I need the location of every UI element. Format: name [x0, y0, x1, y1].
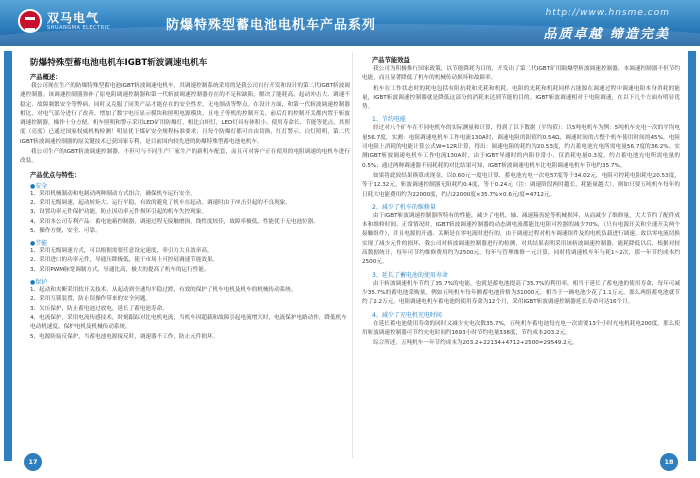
bullet-energy: ●节能: [30, 240, 48, 248]
website-url: http://www.hnsme.com: [545, 8, 670, 18]
right-page: [362, 52, 680, 458]
page-number-left: 17: [24, 453, 42, 471]
bullet-protection: ●保护: [30, 279, 48, 287]
right-edge-bar: [688, 51, 696, 461]
subsection-battery-life: 3、延长了蓄电池的使用寿命: [372, 271, 448, 279]
list-item: 4、采用本公司专利产品：蓄电池箱控制器，调速过程无接触磨损，线性度较佳，故障率极低，性能优于无电池位器。: [30, 218, 319, 225]
save-energy-paragraph-2: 如果将此较结果换算成现金，以0.60元一度电计算，蓄电池充电一次电57度等于34.02元，电阻可控耗电阻耗电20.53度，等于12.32元，斩波调速控制器无阻耗约0.4度，等于0.24元（注：调速阶段两时越长，耗能量越大），则如只要五吨机车每年的日耗大电能费用约为22000度，约占22000度×35.7%×0.6元/度=4712元。: [362, 172, 680, 198]
benefits-paragraph: 我公司为积极推行国家政策，以节能降耗为目的，开发出了第二代IGBT矿用隔爆型斩波调速控制器，本调速控制器不但节约电能，而且显著降低了机车的机械传动损坏和故障率。: [362, 66, 680, 82]
list-item: 5、电源防接反保护，当蓄电池电源接反时，调速器不工作，防止元件损坏。: [30, 333, 219, 340]
save-energy-paragraph: 经过对八个矿车在不同电机车的实际测量和计算，得到了以下数据（平均值）：以5吨电机车为例：5吨机车充电一次的平均电量56.7度，实测：电阻调速电机车工作电流130A时，调速电阻的阻值约0.54Ω，调速时间的占整个机车使用时间的45%，电阻司电阻上消耗的电能计算公式W=12R计算，得出：调速电阻的耗约为20.53度，约占蓄电池充电所需电量56.7度的36.2%。实测IGBT斩波调速电机车工作电流130A时，由于IGBT导通时的内阻非常小，仅消耗电量0.3度，约占蓄电池充电所需电量的0.5%；通过两种调速器不同耗耗的对比结果可知，IGBT斩波调速电机车比电阻调速电机车节电约35.7%。: [362, 125, 680, 169]
section-overview: 产品概述：: [30, 74, 62, 81]
list-item: 3、采用PWM脉宽调制方式，导通比高，极大的提高了机车的运行性能。: [30, 266, 210, 273]
subsection-maintenance: 2、减少了机车的维修量: [372, 203, 436, 211]
summary-paragraph: 综合所述，五吨机车一年节约成本为203.2+22134+4712+2500=29549.2元。: [373, 340, 578, 347]
maintenance-paragraph: 由于IGBT斩波调速控制器所特有的性能，减少了电机、轴、减速箱齿轮等机械损坏，从而减少了维修量，大大节约了配件成本和维修时间。正常情况时，IGBT斩波调速控制器的动态调电流都能比电阻可控器的减少70%，（只有电源开关和全速开关两个接触组件），并且电源的开通、关断是在零电流时进行的，由于调速过程对机车调速组件及的电机负载进行调速，故以零电流切换实现了减少元件的损坏，我公司对斩波调速控制器进行的检测，对其结果表明采用该斩波调速控制器，能耗降低以后，根据对较高数据统计，每年可节约维修费用约为2500元。每年与管理维修一元计算，同时将调速机车年与耗1~2次，那一年节约成本约2500元。: [362, 212, 680, 266]
charging-paragraph: 在延长蓄电池使用寿命的同时又减少充电次数35.7%，五吨机车蓄电池每充电一次需要13个小时充电机耗电200度，那么使用斩波调速控制器可节约充电时间约1693小时节约电量338度，节约成本203.2元。: [362, 320, 680, 336]
company-logo: [18, 9, 111, 33]
subsection-save-energy: 1、节约电能: [372, 116, 406, 124]
overview-paragraph: 我公司现在生产的防爆特殊型蓄电池IGBT斩波调速电机车，其调速控制系统采用的是我公司自行开发和设计的第二代IGBT斩波调速控制器。该调速控制器弥补了原电阻调速控制器和第一代斩波调速控制器存在的不足和缺陷，解决了能耗高、起动冲击大、调速不稳定、故障频繁安全等弊病，同时又克服了同类产品才能存在的安全性差、无电制动等弊点。在设计方面，和第一代斩波调速控制器相比，对电气部分进行了改善，增加了数字电压显示模块和照明电源模块，且电子等机的控制开关、前后灯的控制开关都内置于斩波调速控制器，操作十分方便。机车照明和警示采用LED矿用防爆灯，相比白炽灯，LED灯具有体积小、使用寿命长、节能等优点，其照度（亮度）已通过国家权威机构检测！明显优于煤矿安全规程标准要求；且每个防爆灯都可自由切换，红灯警示、白灯照明，第二代IGBT斩波调速控制器的原关键技术已获国家专利，是目前国内较先进的防爆特殊型蓄电池电机车。: [20, 83, 350, 145]
logo-text: [47, 12, 111, 31]
page-number-right: 18: [660, 453, 678, 471]
logo-cn: 双马电气: [47, 10, 100, 25]
logo-en: SHUANGMA ELECTRIC: [47, 24, 111, 31]
bullet-safety: ●安全: [30, 182, 48, 190]
battery-life-paragraph: 由于斩波调速机车节约了35.7%的电能，也就是蓄电池提高了35.7%的利用率，相当于延长了蓄电池的使用寿命，每年可减少35.7%的蓄电池采购量，例如五吨机车每年额蓄电池价格为31000元，相当于一辆电池少花了1.1万元，那么两组蓄电池就节约了2.2万元。电阻调速电机车蓄电池的使用寿命为12个月，采用IGBT斩波调速控制器延长寿命可达16个月。: [362, 280, 680, 306]
header-banner: [0, 0, 700, 46]
doc-title: 防爆特殊型蓄电池电机车IGBT斩波调速电机车: [30, 58, 208, 68]
left-edge-bar: [4, 51, 12, 461]
list-item: 1、采用无级调速方式，可以根据需要任意设定速度，牵引力大且效率高。: [30, 248, 213, 255]
left-page: [20, 52, 350, 458]
list-item: 1、采用机械制动和电制动两种制动方式组合，确保机车运行安全。: [30, 190, 196, 197]
section-features: 产品优点与特性：: [30, 171, 81, 179]
list-item: 1、起动和夹断采用软开关技术，从起动到全速均平稳过渡，有效的保护了机车电机及机车的机械传动系统。: [30, 287, 297, 294]
list-item: 2、采用互锁装置，防止误操作带来的安全问题。: [30, 296, 152, 303]
overview-paragraph-2: 我公司生产的IGBT斩波调速控制器，不但可与不同生产厂家生产的新机车配套，而且可对客户正在使用的电阻调速的电机车进行改装。: [20, 149, 350, 165]
list-item: 3、欠压保护，防止蓄电池过放电，延长了蓄电池寿命。: [30, 305, 168, 312]
benefits-paragraph-2: 机车在工作状态时的耗电包括有阻抗耗和光耗和机耗。电阻的光耗和机耗同样占能源在调速过程中调速电阻本身消耗的能量，IGBT斩波调速控制器就是降低这部分的消耗来达到节能的目的。IGBT斩波调速相对于电阻调速，在以下几个方面有明显优势。: [362, 85, 680, 111]
list-item: 2、采用进口的功率元件，导通压降极低，使于市场上可控硅调速节能效果。: [30, 257, 219, 264]
logo-icon: [18, 9, 42, 33]
section-benefits: 产品节能效益: [372, 57, 410, 64]
page-divider: [352, 52, 353, 458]
list-item: 2、采用无级调速，起动转矩大、运行平稳，有效的避免了机车在起动、调速时由于冲击引起的不良现象。: [30, 199, 291, 206]
list-item: 5、操作方便、安全、可靠。: [30, 227, 101, 234]
list-item: 3、设置功率元件保护功能，防止因功率元件损坏引起的机车失控现象。: [30, 209, 207, 216]
banner-title: 防爆特殊型蓄电池电机车产品系列: [166, 18, 377, 33]
slogan: 品质卓越 缔造完美: [543, 27, 670, 42]
list-item: 4、电流保护，采用电流传感技术，时刻跟踪对比电机电流，当机车因超载和故障引起电流增大时，电流保护电路动作，降低机车电动机速度，保护电机及机械传动系统。: [30, 314, 347, 331]
subsection-charging: 4、减少了充电机充电时间: [372, 311, 442, 319]
